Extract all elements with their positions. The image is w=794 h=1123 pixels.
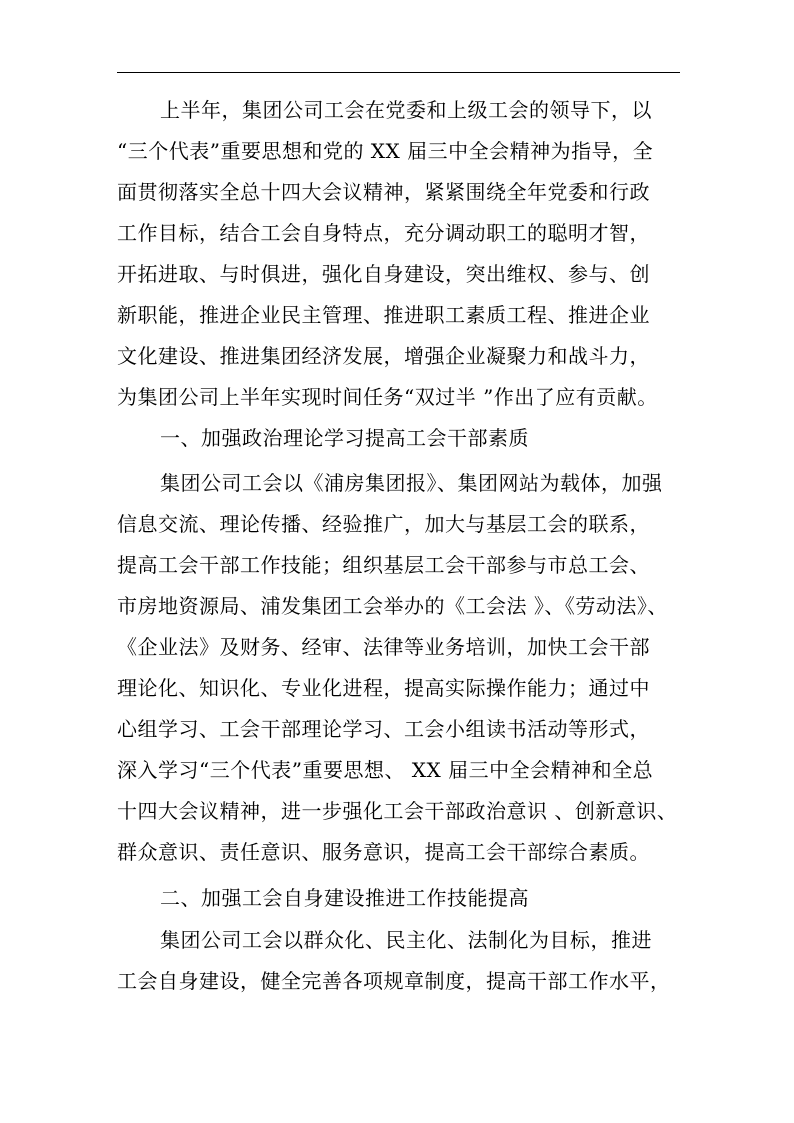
- paragraph-2-line-8: 深入学习“三个代表”重要思想、 XX 届三中全会精神和全总: [117, 758, 654, 782]
- paragraph-1-line-7: 文化建设、推进集团经济发展，增强企业凝聚力和战斗力，: [117, 344, 650, 368]
- paragraph-1-line-2: “三个代表”重要思想和党的 XX 届三中全会精神为指导，全: [117, 139, 654, 163]
- paragraph-2-line-7: 心组学习、工会干部理论学习、工会小组读书活动等形式，: [117, 717, 650, 741]
- paragraph-2-line-5: 《企业法》及财务、经审、法律等业务培训，加快工会干部: [117, 635, 650, 659]
- paragraph-2-line-10: 群众意识、责任意识、服务意识，提高工会干部综合素质。: [117, 840, 650, 864]
- paragraph-2-line-1: 集团公司工会以《浦房集团报》、集团网站为载体，加强: [160, 471, 663, 495]
- paragraph-2-line-4: 市房地资源局、浦发集团工会举办的《工会法 》、《劳动法》、: [117, 594, 668, 618]
- paragraph-3-line-2: 工会自身建设，健全完善各项规章制度，提高干部工作水平，: [117, 969, 671, 993]
- paragraph-2-line-9: 十四大会议精神，进一步强化工会干部政治意识 、创新意识、: [117, 799, 678, 823]
- section-heading-1: 一、加强政治理论学习提高工会干部素质: [160, 426, 529, 450]
- paragraph-2-line-2: 信息交流、理论传播、经验推广，加大与基层工会的联系，: [117, 512, 650, 536]
- paragraph-1-line-5: 开拓进取、与时俱进，强化自身建设，突出维权、参与、创: [117, 262, 650, 286]
- paragraph-1-line-8: 为集团公司上半年实现时间任务“双过半 ”作出了应有贡献。: [117, 385, 658, 409]
- paragraph-1-line-4: 工作目标，结合工会自身特点，充分调动职工的聪明才智，: [117, 221, 650, 245]
- section-heading-2: 二、加强工会自身建设推进工作技能提高: [160, 886, 529, 910]
- paragraph-2-line-6: 理论化、知识化、专业化进程，提高实际操作能力；通过中: [117, 676, 650, 700]
- paragraph-1-line-6: 新职能，推进企业民主管理、推进职工素质工程、推进企业: [117, 303, 650, 327]
- paragraph-3-line-1: 集团公司工会以群众化、民主化、法制化为目标，推进: [160, 928, 652, 952]
- paragraph-1-line-1: 上半年，集团公司工会在党委和上级工会的领导下，以: [160, 98, 652, 122]
- paragraph-2-line-3: 提高工会干部工作技能；组织基层工会干部参与市总工会、: [117, 553, 650, 577]
- paragraph-1-line-3: 面贯彻落实全总十四大会议精神，紧紧围绕全年党委和行政: [117, 180, 650, 204]
- header-rule: [117, 72, 680, 73]
